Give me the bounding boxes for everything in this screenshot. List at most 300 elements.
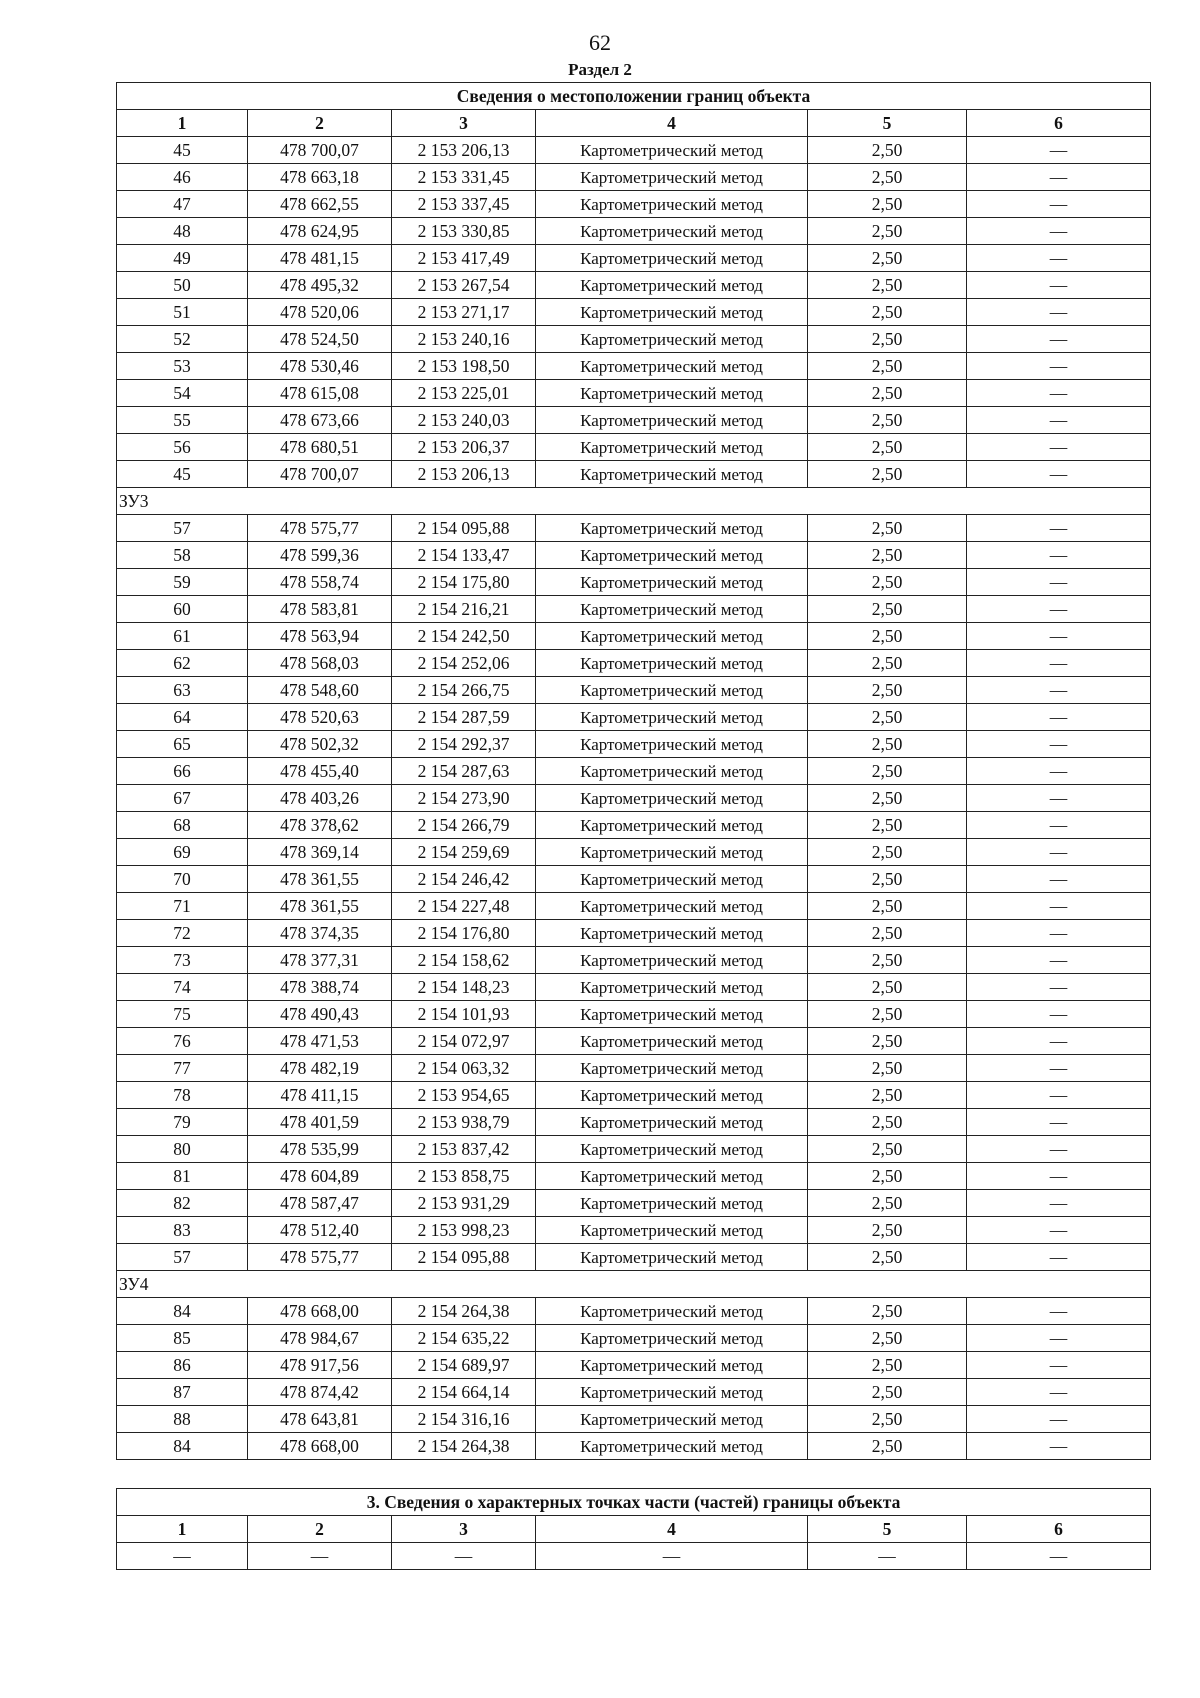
coord-x-cell: 478 502,32 — [248, 731, 392, 758]
coord-y-cell: 2 154 216,21 — [392, 596, 536, 623]
table-row — [117, 326, 1151, 353]
coord-y-cell: 2 154 242,50 — [392, 623, 536, 650]
point-number-cell: 72 — [117, 920, 248, 947]
method-cell: Картометрический метод — [536, 1244, 808, 1271]
point-number-cell: 57 — [117, 515, 248, 542]
column-header: 1 — [117, 110, 248, 137]
coord-y-cell: 2 154 689,97 — [392, 1352, 536, 1379]
accuracy-cell: 2,50 — [808, 947, 967, 974]
method-cell: Картометрический метод — [536, 1406, 808, 1433]
method-cell: Картометрический метод — [536, 920, 808, 947]
table-row — [117, 353, 1151, 380]
accuracy-cell: 2,50 — [808, 515, 967, 542]
table-row — [117, 650, 1151, 677]
accuracy-cell: 2,50 — [808, 1433, 967, 1460]
group-row — [117, 488, 1151, 515]
description-cell: — — [967, 1352, 1151, 1379]
table-row — [117, 623, 1151, 650]
accuracy-cell: 2,50 — [808, 380, 967, 407]
page-number: 62 — [589, 30, 611, 55]
accuracy-cell: 2,50 — [808, 1109, 967, 1136]
method-cell: Картометрический метод — [536, 218, 808, 245]
point-number-cell: 50 — [117, 272, 248, 299]
table-row — [117, 299, 1151, 326]
table-row — [117, 1136, 1151, 1163]
method-cell: Картометрический метод — [536, 326, 808, 353]
table-row — [117, 866, 1151, 893]
coord-y-cell: 2 153 337,45 — [392, 191, 536, 218]
method-cell: Картометрический метод — [536, 866, 808, 893]
table-row — [117, 839, 1151, 866]
accuracy-cell: 2,50 — [808, 164, 967, 191]
coord-x-cell: 478 662,55 — [248, 191, 392, 218]
method-cell: Картометрический метод — [536, 461, 808, 488]
description-cell: — — [967, 1433, 1151, 1460]
accuracy-cell: 2,50 — [808, 1136, 967, 1163]
coord-y-cell: 2 154 148,23 — [392, 974, 536, 1001]
description-cell: — — [967, 650, 1151, 677]
coord-y-cell: 2 154 266,79 — [392, 812, 536, 839]
coord-x-cell: 478 481,15 — [248, 245, 392, 272]
coord-x-cell: 478 535,99 — [248, 1136, 392, 1163]
coord-y-cell: 2 154 095,88 — [392, 515, 536, 542]
accuracy-cell: 2,50 — [808, 1352, 967, 1379]
coord-x-cell: 478 668,00 — [248, 1298, 392, 1325]
description-cell: — — [967, 245, 1151, 272]
description-cell: — — [967, 380, 1151, 407]
column-header: 6 — [967, 1516, 1151, 1543]
coord-y-cell: 2 154 072,97 — [392, 1028, 536, 1055]
description-cell: — — [967, 704, 1151, 731]
description-cell: — — [967, 1406, 1151, 1433]
point-number-cell: 88 — [117, 1406, 248, 1433]
coord-y-cell: 2 153 931,29 — [392, 1190, 536, 1217]
table-row — [117, 974, 1151, 1001]
accuracy-cell: 2,50 — [808, 1406, 967, 1433]
table-row — [117, 245, 1151, 272]
method-cell: Картометрический метод — [536, 1001, 808, 1028]
boundary-table — [116, 82, 1151, 1460]
description-cell: — — [967, 920, 1151, 947]
table-row — [117, 461, 1151, 488]
method-cell: Картометрический метод — [536, 1352, 808, 1379]
coord-x-cell: 478 599,36 — [248, 542, 392, 569]
point-number-cell: 54 — [117, 380, 248, 407]
point-number-cell: 70 — [117, 866, 248, 893]
coord-y-cell: 2 154 259,69 — [392, 839, 536, 866]
point-number-cell: 53 — [117, 353, 248, 380]
coord-x-cell: 478 668,00 — [248, 1433, 392, 1460]
coord-y-cell: 2 153 998,23 — [392, 1217, 536, 1244]
coord-y-cell: 2 153 240,16 — [392, 326, 536, 353]
description-cell: — — [967, 326, 1151, 353]
method-cell: Картометрический метод — [536, 731, 808, 758]
coord-x-cell: 478 563,94 — [248, 623, 392, 650]
subsection-title-row — [117, 1489, 1151, 1516]
coord-y-cell: 2 153 858,75 — [392, 1163, 536, 1190]
method-cell: Картометрический метод — [536, 380, 808, 407]
accuracy-cell: 2,50 — [808, 866, 967, 893]
coord-x-cell: 478 604,89 — [248, 1163, 392, 1190]
description-cell: — — [967, 272, 1151, 299]
accuracy-cell: 2,50 — [808, 245, 967, 272]
coord-x-cell: 478 490,43 — [248, 1001, 392, 1028]
table-row — [117, 1298, 1151, 1325]
method-cell: Картометрический метод — [536, 1163, 808, 1190]
point-number-cell: 48 — [117, 218, 248, 245]
coord-y-cell: 2 153 330,85 — [392, 218, 536, 245]
table-row — [117, 812, 1151, 839]
table-row — [117, 677, 1151, 704]
column-header: 3 — [392, 110, 536, 137]
point-number-cell: 78 — [117, 1082, 248, 1109]
accuracy-cell: 2,50 — [808, 299, 967, 326]
point-number-cell: 63 — [117, 677, 248, 704]
coord-x-cell: 478 369,14 — [248, 839, 392, 866]
method-cell: Картометрический метод — [536, 137, 808, 164]
table-row — [117, 1244, 1151, 1271]
point-number-cell: 66 — [117, 758, 248, 785]
method-cell: Картометрический метод — [536, 785, 808, 812]
point-number-cell: 67 — [117, 785, 248, 812]
description-cell: — — [967, 1244, 1151, 1271]
coord-y-cell: 2 154 635,22 — [392, 1325, 536, 1352]
coord-x-cell: 478 495,32 — [248, 272, 392, 299]
accuracy-cell: 2,50 — [808, 191, 967, 218]
coord-y-cell: 2 153 206,37 — [392, 434, 536, 461]
description-cell: — — [967, 353, 1151, 380]
accuracy-cell: 2,50 — [808, 974, 967, 1001]
point-number-cell: 59 — [117, 569, 248, 596]
accuracy-cell: — — [808, 1543, 967, 1570]
method-cell: Картометрический метод — [536, 407, 808, 434]
description-cell: — — [967, 1163, 1151, 1190]
accuracy-cell: 2,50 — [808, 1190, 967, 1217]
table-row — [117, 515, 1151, 542]
coord-x-cell: 478 558,74 — [248, 569, 392, 596]
table-row — [117, 1325, 1151, 1352]
point-number-cell: 75 — [117, 1001, 248, 1028]
table-row — [117, 1028, 1151, 1055]
point-number-cell: 81 — [117, 1163, 248, 1190]
description-cell: — — [967, 1325, 1151, 1352]
description-cell: — — [967, 407, 1151, 434]
method-cell: Картометрический метод — [536, 1298, 808, 1325]
description-cell: — — [967, 839, 1151, 866]
method-cell: Картометрический метод — [536, 677, 808, 704]
coord-y-cell: 2 153 954,65 — [392, 1082, 536, 1109]
coord-y-cell: 2 154 316,16 — [392, 1406, 536, 1433]
description-cell: — — [967, 1109, 1151, 1136]
method-cell: Картометрический метод — [536, 434, 808, 461]
coord-x-cell: 478 643,81 — [248, 1406, 392, 1433]
coord-x-cell: 478 374,35 — [248, 920, 392, 947]
description-cell: — — [967, 812, 1151, 839]
accuracy-cell: 2,50 — [808, 272, 967, 299]
point-number-cell: 84 — [117, 1433, 248, 1460]
point-number-cell: 86 — [117, 1352, 248, 1379]
accuracy-cell: 2,50 — [808, 1217, 967, 1244]
coord-y-cell: 2 153 240,03 — [392, 407, 536, 434]
table-row — [117, 1001, 1151, 1028]
accuracy-cell: 2,50 — [808, 1028, 967, 1055]
point-number-cell: 64 — [117, 704, 248, 731]
table-row — [117, 1379, 1151, 1406]
coord-x-cell: 478 673,66 — [248, 407, 392, 434]
table-row — [117, 758, 1151, 785]
method-cell: Картометрический метод — [536, 245, 808, 272]
coord-x-cell: 478 917,56 — [248, 1352, 392, 1379]
coord-y-cell: 2 153 206,13 — [392, 137, 536, 164]
table-row — [117, 1163, 1151, 1190]
table-row — [117, 1406, 1151, 1433]
table-row — [117, 596, 1151, 623]
accuracy-cell: 2,50 — [808, 407, 967, 434]
table-row — [117, 1082, 1151, 1109]
description-cell: — — [967, 299, 1151, 326]
column-header: 5 — [808, 110, 967, 137]
point-number-cell: 57 — [117, 1244, 248, 1271]
column-header: 2 — [248, 1516, 392, 1543]
coord-y-cell: 2 154 264,38 — [392, 1298, 536, 1325]
coord-x-cell: 478 411,15 — [248, 1082, 392, 1109]
coord-x-cell: 478 361,55 — [248, 866, 392, 893]
column-header: 1 — [117, 1516, 248, 1543]
accuracy-cell: 2,50 — [808, 461, 967, 488]
accuracy-cell: 2,50 — [808, 1244, 967, 1271]
description-cell: — — [967, 218, 1151, 245]
coord-y-cell: 2 153 198,50 — [392, 353, 536, 380]
accuracy-cell: 2,50 — [808, 137, 967, 164]
accuracy-cell: 2,50 — [808, 1082, 967, 1109]
accuracy-cell: 2,50 — [808, 731, 967, 758]
coord-x-cell: — — [248, 1543, 392, 1570]
method-cell: Картометрический метод — [536, 596, 808, 623]
point-number-cell: 45 — [117, 461, 248, 488]
description-cell: — — [967, 947, 1151, 974]
coord-x-cell: 478 615,08 — [248, 380, 392, 407]
description-cell: — — [967, 731, 1151, 758]
table-row — [117, 947, 1151, 974]
column-header: 2 — [248, 110, 392, 137]
coord-y-cell: 2 154 175,80 — [392, 569, 536, 596]
table-row — [117, 218, 1151, 245]
coord-y-cell: 2 154 252,06 — [392, 650, 536, 677]
coord-y-cell: 2 154 292,37 — [392, 731, 536, 758]
point-number-cell: 87 — [117, 1379, 248, 1406]
point-number-cell: 80 — [117, 1136, 248, 1163]
coord-y-cell: — — [392, 1543, 536, 1570]
table-row — [117, 137, 1151, 164]
coord-x-cell: 478 361,55 — [248, 893, 392, 920]
point-number-cell: 79 — [117, 1109, 248, 1136]
column-header: 6 — [967, 110, 1151, 137]
description-cell: — — [967, 542, 1151, 569]
accuracy-cell: 2,50 — [808, 1298, 967, 1325]
column-header: 5 — [808, 1516, 967, 1543]
point-number-cell: 65 — [117, 731, 248, 758]
description-cell: — — [967, 866, 1151, 893]
method-cell: Картометрический метод — [536, 1055, 808, 1082]
accuracy-cell: 2,50 — [808, 1325, 967, 1352]
method-cell: Картометрический метод — [536, 569, 808, 596]
accuracy-cell: 2,50 — [808, 839, 967, 866]
coord-x-cell: 478 403,26 — [248, 785, 392, 812]
description-cell: — — [967, 596, 1151, 623]
table-row — [117, 920, 1151, 947]
method-cell: Картометрический метод — [536, 1433, 808, 1460]
method-cell: Картометрический метод — [536, 1379, 808, 1406]
coord-x-cell: 478 874,42 — [248, 1379, 392, 1406]
table-row — [117, 191, 1151, 218]
point-number-cell: 76 — [117, 1028, 248, 1055]
point-number-cell: 68 — [117, 812, 248, 839]
coord-y-cell: 2 154 063,32 — [392, 1055, 536, 1082]
column-header: 3 — [392, 1516, 536, 1543]
coord-x-cell: 478 700,07 — [248, 461, 392, 488]
method-cell: Картометрический метод — [536, 1082, 808, 1109]
coord-x-cell: 478 680,51 — [248, 434, 392, 461]
method-cell: Картометрический метод — [536, 542, 808, 569]
description-cell: — — [967, 1217, 1151, 1244]
point-number-cell: 51 — [117, 299, 248, 326]
description-cell: — — [967, 1298, 1151, 1325]
method-cell: Картометрический метод — [536, 1190, 808, 1217]
accuracy-cell: 2,50 — [808, 893, 967, 920]
method-cell: Картометрический метод — [536, 1109, 808, 1136]
coord-y-cell: 2 153 417,49 — [392, 245, 536, 272]
accuracy-cell: 2,50 — [808, 569, 967, 596]
description-cell: — — [967, 434, 1151, 461]
accuracy-cell: 2,50 — [808, 542, 967, 569]
method-cell: Картометрический метод — [536, 191, 808, 218]
accuracy-cell: 2,50 — [808, 353, 967, 380]
accuracy-cell: 2,50 — [808, 1001, 967, 1028]
description-cell: — — [967, 191, 1151, 218]
table-row — [117, 704, 1151, 731]
accuracy-cell: 2,50 — [808, 218, 967, 245]
point-number-cell: 85 — [117, 1325, 248, 1352]
coord-x-cell: 478 401,59 — [248, 1109, 392, 1136]
coord-x-cell: 478 624,95 — [248, 218, 392, 245]
coord-y-cell: 2 154 095,88 — [392, 1244, 536, 1271]
point-number-cell: 45 — [117, 137, 248, 164]
point-number-cell: 60 — [117, 596, 248, 623]
accuracy-cell: 2,50 — [808, 326, 967, 353]
description-cell: — — [967, 461, 1151, 488]
subsection-title: 3. Сведения о характерных точках части (частей) границы объекта — [117, 1489, 1151, 1516]
table-title-row — [117, 83, 1151, 110]
description-cell: — — [967, 1379, 1151, 1406]
coord-x-cell: 478 587,47 — [248, 1190, 392, 1217]
column-header: 4 — [536, 1516, 808, 1543]
description-cell: — — [967, 515, 1151, 542]
description-cell: — — [967, 1082, 1151, 1109]
accuracy-cell: 2,50 — [808, 650, 967, 677]
method-cell: Картометрический метод — [536, 947, 808, 974]
coord-y-cell: 2 154 287,63 — [392, 758, 536, 785]
method-cell: Картометрический метод — [536, 974, 808, 1001]
table-row — [117, 785, 1151, 812]
method-cell: Картометрический метод — [536, 758, 808, 785]
accuracy-cell: 2,50 — [808, 434, 967, 461]
boundary-table-body — [117, 83, 1151, 1460]
coord-x-cell: 478 568,03 — [248, 650, 392, 677]
coord-x-cell: 478 575,77 — [248, 515, 392, 542]
coord-x-cell: 478 583,81 — [248, 596, 392, 623]
group-label: ЗУ4 — [117, 1271, 1151, 1298]
coord-y-cell: 2 154 227,48 — [392, 893, 536, 920]
method-cell: Картометрический метод — [536, 299, 808, 326]
coord-y-cell: 2 153 837,42 — [392, 1136, 536, 1163]
coord-x-cell: 478 524,50 — [248, 326, 392, 353]
description-cell: — — [967, 569, 1151, 596]
group-row — [117, 1271, 1151, 1298]
accuracy-cell: 2,50 — [808, 623, 967, 650]
coord-y-cell: 2 154 133,47 — [392, 542, 536, 569]
method-cell: Картометрический метод — [536, 164, 808, 191]
table-row — [117, 1055, 1151, 1082]
coord-x-cell: 478 512,40 — [248, 1217, 392, 1244]
parts-table — [116, 1488, 1151, 1570]
accuracy-cell: 2,50 — [808, 812, 967, 839]
accuracy-cell: 2,50 — [808, 1379, 967, 1406]
coord-y-cell: 2 154 266,75 — [392, 677, 536, 704]
accuracy-cell: 2,50 — [808, 677, 967, 704]
description-cell: — — [967, 677, 1151, 704]
point-number-cell: 47 — [117, 191, 248, 218]
coord-y-cell: 2 153 938,79 — [392, 1109, 536, 1136]
table-row — [117, 1433, 1151, 1460]
description-cell: — — [967, 1136, 1151, 1163]
coord-x-cell: 478 388,74 — [248, 974, 392, 1001]
accuracy-cell: 2,50 — [808, 1163, 967, 1190]
point-number-cell: 56 — [117, 434, 248, 461]
section-label: Раздел 2 — [568, 60, 632, 79]
point-number-cell: 74 — [117, 974, 248, 1001]
table-title: Сведения о местоположении границ объекта — [117, 83, 1151, 110]
point-number-cell: 46 — [117, 164, 248, 191]
accuracy-cell: 2,50 — [808, 920, 967, 947]
table-row — [117, 1217, 1151, 1244]
point-number-cell: 62 — [117, 650, 248, 677]
coord-y-cell: 2 154 664,14 — [392, 1379, 536, 1406]
table-row — [117, 893, 1151, 920]
coord-y-cell: 2 153 331,45 — [392, 164, 536, 191]
coord-y-cell: 2 153 225,01 — [392, 380, 536, 407]
coord-x-cell: 478 530,46 — [248, 353, 392, 380]
method-cell: Картометрический метод — [536, 1028, 808, 1055]
method-cell: Картометрический метод — [536, 623, 808, 650]
point-number-cell: 58 — [117, 542, 248, 569]
table-row — [117, 569, 1151, 596]
coord-y-cell: 2 154 273,90 — [392, 785, 536, 812]
point-number-cell: 83 — [117, 1217, 248, 1244]
coord-y-cell: 2 153 267,54 — [392, 272, 536, 299]
description-cell: — — [967, 1190, 1151, 1217]
method-cell: Картометрический метод — [536, 1217, 808, 1244]
method-cell: Картометрический метод — [536, 704, 808, 731]
point-number-cell: 71 — [117, 893, 248, 920]
coord-x-cell: 478 700,07 — [248, 137, 392, 164]
column-header: 4 — [536, 110, 808, 137]
coord-x-cell: 478 377,31 — [248, 947, 392, 974]
table-row — [117, 434, 1151, 461]
method-cell: — — [536, 1543, 808, 1570]
method-cell: Картометрический метод — [536, 353, 808, 380]
method-cell: Картометрический метод — [536, 515, 808, 542]
accuracy-cell: 2,50 — [808, 1055, 967, 1082]
